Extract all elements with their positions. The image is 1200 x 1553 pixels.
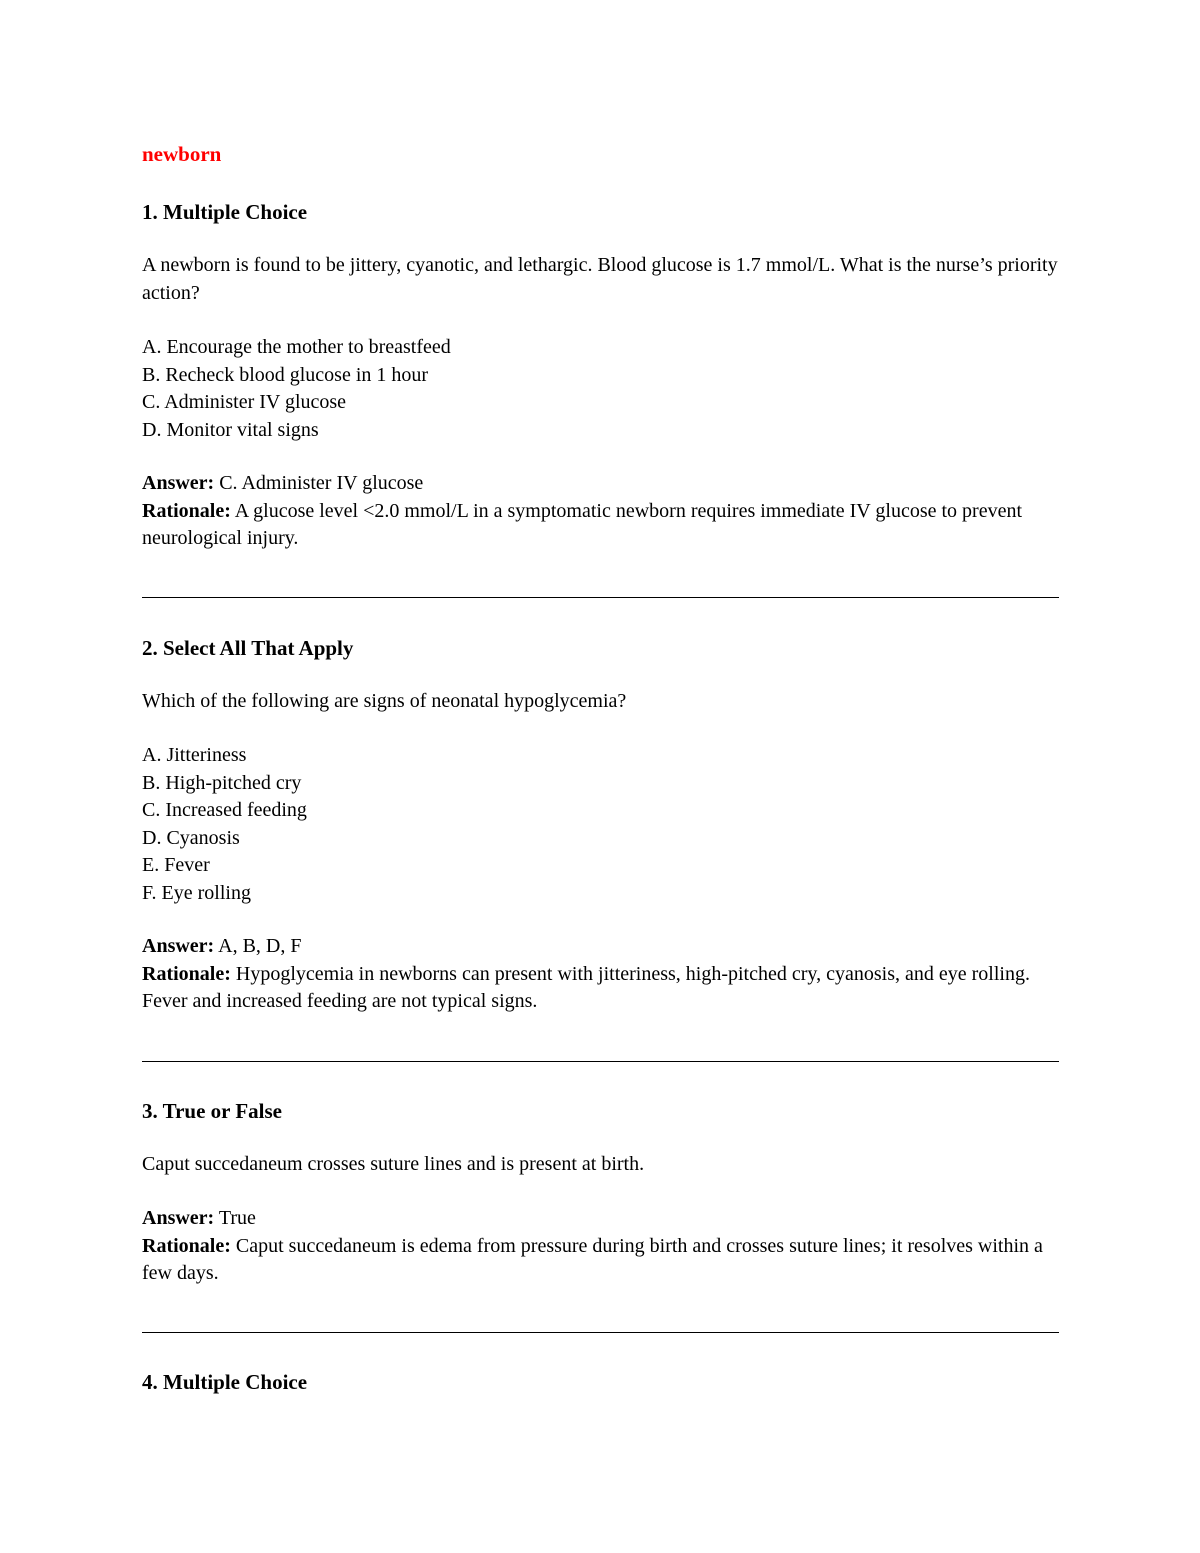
question-2 bbox=[142, 634, 1059, 1016]
question-text: Which of the following are signs of neonatal hypoglycemia? bbox=[142, 689, 627, 712]
document-page bbox=[142, 140, 1059, 1422]
rationale-line bbox=[142, 498, 1059, 553]
option-item: F. Eye rolling bbox=[142, 881, 251, 904]
question-heading: 3. True or False bbox=[142, 1098, 282, 1123]
rationale-text: Caput succedaneum is edema from pressure during birth and crosses suture lines; it resolves within a few days. bbox=[142, 1234, 1043, 1284]
rationale-label: Rationale: bbox=[142, 1234, 231, 1257]
answer-line bbox=[142, 1205, 1059, 1233]
answer-value: A, B, D, F bbox=[218, 935, 302, 957]
answer-line bbox=[142, 470, 1059, 498]
option-item: D. Monitor vital signs bbox=[142, 418, 319, 441]
rationale-label: Rationale: bbox=[142, 499, 231, 522]
document-title: newborn bbox=[142, 142, 222, 166]
section-divider bbox=[142, 1332, 1059, 1333]
question-heading: 2. Select All That Apply bbox=[142, 635, 354, 660]
question-3 bbox=[142, 1097, 1059, 1288]
answer-line bbox=[142, 933, 1059, 961]
question-text: A newborn is found to be jittery, cyanotic, and lethargic. Blood glucose is 1.7 mmol/L. What is the nurse’s priority action? bbox=[142, 254, 1058, 304]
section-divider bbox=[142, 1061, 1059, 1062]
question-4 bbox=[142, 1368, 1059, 1396]
question-1 bbox=[142, 198, 1059, 553]
option-list bbox=[142, 742, 1059, 907]
question-heading: 4. Multiple Choice bbox=[142, 1369, 308, 1394]
answer-label: Answer: bbox=[142, 935, 215, 957]
answer-label: Answer: bbox=[142, 472, 215, 494]
question-heading: 1. Multiple Choice bbox=[142, 200, 308, 224]
rationale-text: A glucose level <2.0 mmol/L in a symptomatic newborn requires immediate IV glucose to prevent neurological injury. bbox=[142, 499, 1023, 549]
option-list bbox=[142, 334, 1059, 444]
answer-value: True bbox=[218, 1207, 256, 1229]
rationale-label: Rationale: bbox=[142, 962, 231, 985]
rationale-text: Hypoglycemia in newborns can present with jitteriness, high-pitched cry, cyanosis, and eye rolling. Fever and increased feeding are not typical signs. bbox=[142, 962, 1030, 1012]
option-item: A. Jitteriness bbox=[142, 744, 247, 766]
option-item: A. Encourage the mother to breastfeed bbox=[142, 336, 451, 358]
option-item: E. Fever bbox=[142, 854, 210, 876]
answer-label: Answer: bbox=[142, 1207, 215, 1229]
rationale-line bbox=[142, 961, 1059, 1016]
option-item: C. Increased feeding bbox=[142, 799, 307, 821]
option-item: B. High-pitched cry bbox=[142, 771, 302, 794]
answer-value: C. Administer IV glucose bbox=[219, 472, 424, 494]
option-item: B. Recheck blood glucose in 1 hour bbox=[142, 363, 429, 386]
option-item: D. Cyanosis bbox=[142, 826, 240, 849]
option-item: C. Administer IV glucose bbox=[142, 391, 347, 413]
section-divider bbox=[142, 597, 1059, 598]
question-text: Caput succedaneum crosses suture lines and is present at birth. bbox=[142, 1152, 645, 1175]
rationale-line bbox=[142, 1233, 1059, 1288]
